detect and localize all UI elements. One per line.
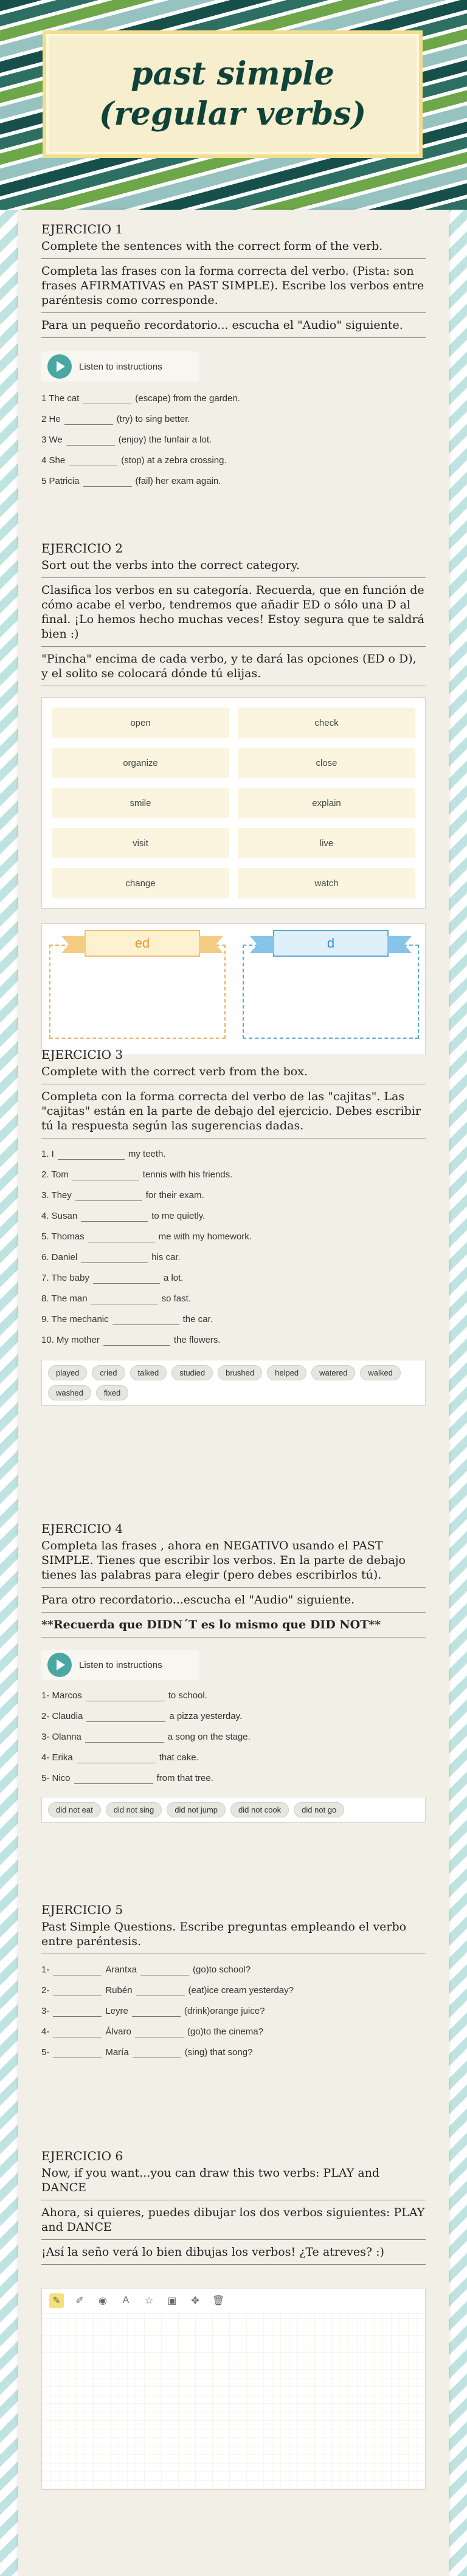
- sentence-subject: Arantxa: [105, 1964, 137, 1975]
- header-banner: [0, 0, 467, 210]
- sentence-row: [41, 1185, 426, 1205]
- sentence-row: [41, 1959, 426, 1980]
- sentence-start: 3. They: [41, 1190, 72, 1200]
- sentence-row: [41, 1205, 426, 1226]
- play-icon[interactable]: [47, 354, 72, 379]
- word-chip: talked: [130, 1365, 167, 1380]
- category-drop-area: [41, 923, 426, 1055]
- sentence-row: [41, 1768, 426, 1788]
- sentence-end: a song on the stage.: [167, 1731, 251, 1742]
- exercise-title: EJERCICIO 1: [41, 222, 123, 236]
- sentence-start: 4 She: [41, 455, 66, 466]
- instruction-en: Complete the sentences with the correct form of the verb.: [41, 239, 383, 253]
- color-wheel-icon[interactable]: ◉: [99, 2296, 107, 2306]
- exercise-1: [41, 222, 426, 491]
- answer-blank[interactable]: [58, 1148, 125, 1160]
- sentence-row: [41, 1226, 426, 1247]
- audio-player[interactable]: [41, 1650, 199, 1680]
- divider: [41, 1637, 426, 1638]
- sentence-start: 4-: [41, 2026, 50, 2037]
- answer-blank[interactable]: [86, 1710, 165, 1722]
- answer-blank[interactable]: [53, 1985, 102, 1996]
- instruction-es: Clasifica los verbos en su categoría. Recuerda, que en función de cómo acabe el verbo, tendremos que añadir ED o sólo una D al final. ¡Lo hemos hecho muchas veces! Estoy segura que te saldrá bien :): [41, 584, 424, 641]
- drop-zone-ed[interactable]: [49, 945, 226, 1039]
- exercise-2: [41, 541, 426, 1055]
- sentence-start: 2-: [41, 1985, 50, 1996]
- title-card: [43, 30, 423, 158]
- verb-card-close[interactable]: close: [238, 748, 415, 778]
- word-chip: walked: [360, 1365, 400, 1380]
- answer-blank[interactable]: [132, 2005, 181, 2017]
- move-icon[interactable]: ✥: [191, 2296, 199, 2306]
- instruction-en: Complete with the correct verb from the box.: [41, 1065, 308, 1078]
- sentence-start: 10. My mother: [41, 1334, 100, 1345]
- sentence-row: [41, 1685, 426, 1706]
- divider: [41, 258, 426, 259]
- answer-blank[interactable]: [81, 1210, 148, 1222]
- sentence-end: me with my homework.: [158, 1231, 252, 1242]
- answer-blank[interactable]: [53, 2026, 102, 2037]
- sentence-start: 9. The mechanic: [41, 1314, 109, 1324]
- verb-sort-grid: [41, 697, 426, 909]
- verb-card-organize[interactable]: organize: [52, 748, 229, 778]
- sentence-row: [41, 1288, 426, 1309]
- word-chip: brushed: [218, 1365, 262, 1380]
- sentence-start: 5. Thomas: [41, 1231, 85, 1242]
- instruction-note: **Recuerda que DIDN´T es lo mismo que DID NOT**: [41, 1618, 381, 1631]
- divider: [41, 1587, 426, 1588]
- answer-blank[interactable]: [93, 1272, 160, 1284]
- sentence-start: 8. The man: [41, 1293, 88, 1304]
- sentence-row: [41, 429, 426, 450]
- exercise-5: [41, 1903, 426, 2062]
- answer-blank[interactable]: [133, 2047, 181, 2058]
- answer-blank[interactable]: [53, 1964, 102, 1975]
- sentence-row: [41, 1267, 426, 1288]
- divider: [41, 337, 426, 338]
- answer-blank[interactable]: [85, 1731, 164, 1743]
- exercise-title: EJERCICIO 3: [41, 1047, 123, 1062]
- sentence-end: the flowers.: [173, 1334, 221, 1345]
- sentence-end: that cake.: [159, 1752, 199, 1763]
- sentence-start: 1- Marcos: [41, 1690, 82, 1701]
- pen-icon[interactable]: ✐: [75, 2296, 84, 2306]
- trash-icon[interactable]: 🗑: [212, 2296, 225, 2306]
- answer-blank[interactable]: [72, 1169, 139, 1180]
- exercise-title: EJERCICIO 4: [41, 1521, 123, 1536]
- answer-blank[interactable]: [112, 1314, 179, 1325]
- instruction-extra: ¡Así la seño verá lo bien dibujas los verbos! ¿Te atreves? :): [41, 2245, 384, 2259]
- sentence-row: [41, 1329, 426, 1350]
- sentence-start: 4- Erika: [41, 1752, 73, 1763]
- instruction-audio: Para otro recordatorio...escucha el "Audio" siguiente.: [41, 1593, 355, 1607]
- page-title: past simple (regular verbs): [99, 55, 367, 133]
- instruction-es: Completa con la forma correcta del verbo de las "cajitas". Las "cajitas" están en la parte de debajo del ejercicio. Debes escribir tú la respuesta según las sugerencias dadas.: [41, 1090, 421, 1132]
- sentence-row: [41, 2021, 426, 2042]
- word-bank: [41, 1360, 426, 1406]
- sentence-end: (stop) at a zebra crossing.: [121, 455, 227, 466]
- exercise-title: EJERCICIO 2: [41, 541, 123, 556]
- sentence-start: 2. Tom: [41, 1169, 69, 1180]
- drawing-board: [41, 2288, 426, 2490]
- word-chip: watered: [311, 1365, 355, 1380]
- word-bank: [41, 1797, 426, 1823]
- word-chip: helped: [267, 1365, 306, 1380]
- instruction-es: Ahora, si quieres, puedes dibujar los dos verbos siguientes: PLAY and DANCE: [41, 2206, 425, 2234]
- sentence-end: so fast.: [161, 1293, 191, 1304]
- sentence-start: 2 He: [41, 413, 61, 424]
- word-chip: did not jump: [167, 1802, 226, 1817]
- play-icon[interactable]: [47, 1653, 72, 1677]
- sentence-end: my teeth.: [128, 1148, 166, 1159]
- word-chip: cried: [92, 1365, 125, 1380]
- sentence-end: (go)to school?: [193, 1964, 251, 1975]
- answer-blank[interactable]: [81, 1252, 148, 1263]
- sentence-subject: María: [105, 2047, 129, 2058]
- image-icon[interactable]: ▣: [167, 2296, 177, 2306]
- instruction-en: Now, if you want...you can draw this two verbs: PLAY and DANCE: [41, 2166, 380, 2194]
- audio-player[interactable]: [41, 351, 199, 382]
- exercise-4: [41, 1521, 426, 1823]
- exercise-3: [41, 1047, 426, 1406]
- audio-label: Listen to instructions: [79, 361, 162, 372]
- worksheet: [18, 210, 449, 2576]
- sentence-end: his car.: [151, 1252, 181, 1262]
- text-icon[interactable]: A: [122, 2295, 130, 2306]
- word-chip: washed: [48, 1385, 91, 1400]
- word-chip: played: [48, 1365, 87, 1380]
- answer-blank[interactable]: [83, 393, 131, 404]
- verb-card-watch[interactable]: watch: [238, 868, 415, 898]
- audio-label: Listen to instructions: [79, 1659, 162, 1670]
- sentence-row: [41, 2000, 426, 2021]
- sentence-start: 1 The cat: [41, 393, 80, 404]
- sentence-row: [41, 408, 426, 429]
- sentence-row: [41, 1164, 426, 1185]
- drop-zone-d[interactable]: [243, 945, 419, 1039]
- answer-blank[interactable]: [86, 1690, 165, 1701]
- divider: [41, 2264, 426, 2265]
- instruction-es: Completa las frases con la forma correcta del verbo. (Pista: son frases AFIRMATIVAS en PAST SIMPLE). Escribe los verbos entre paréntesis como corresponde.: [41, 264, 424, 307]
- word-chip: fixed: [96, 1385, 128, 1400]
- sentence-end: (eat)ice cream yesterday?: [188, 1985, 294, 1996]
- sentence-end: (escape) from the garden.: [135, 393, 240, 404]
- exercise-title: EJERCICIO 5: [41, 1903, 123, 1917]
- answer-blank[interactable]: [103, 1334, 170, 1346]
- sentence-start: 5-: [41, 2047, 50, 2058]
- sentence-end: a lot.: [163, 1272, 184, 1283]
- sentence-end: (go)to the cinema?: [187, 2026, 263, 2037]
- sentence-end: (try) to sing better.: [116, 413, 190, 424]
- sentence-row: [41, 1247, 426, 1267]
- verb-card-change[interactable]: change: [52, 868, 229, 898]
- sentence-end: (sing) that song?: [184, 2047, 253, 2058]
- sentence-start: 5- Nico: [41, 1772, 71, 1783]
- divider: [41, 2239, 426, 2240]
- sentence-subject: Álvaro: [105, 2026, 131, 2037]
- exercise-title: EJERCICIO 6: [41, 2149, 123, 2163]
- sentence-start: 1. I: [41, 1148, 54, 1159]
- instruction-click: "Pincha" encima de cada verbo, y te dará las opciones (ED o D), y el solito se colocará dónde tú elijas.: [41, 652, 417, 680]
- sentence-end: for their exam.: [145, 1190, 204, 1200]
- instruction-en: Sort out the verbs into the correct category.: [41, 559, 300, 572]
- word-chip: did not go: [294, 1802, 344, 1817]
- verb-card-live[interactable]: live: [238, 828, 415, 858]
- divider: [41, 312, 426, 313]
- answer-blank[interactable]: [77, 1752, 156, 1763]
- verb-card-visit[interactable]: visit: [52, 828, 229, 858]
- answer-blank[interactable]: [91, 1293, 158, 1304]
- sentence-row: [41, 450, 426, 470]
- sentence-row: [41, 1980, 426, 2000]
- divider: [41, 646, 426, 647]
- sentence-start: 5 Patricia: [41, 475, 80, 486]
- sentence-row: [41, 1726, 426, 1747]
- sentence-row: [41, 470, 426, 491]
- sentence-start: 3- Olanna: [41, 1731, 81, 1742]
- divider: [41, 577, 426, 578]
- sentence-start: 3-: [41, 2005, 50, 2016]
- sentence-end: a pizza yesterday.: [169, 1710, 243, 1721]
- sentence-start: 1-: [41, 1964, 50, 1975]
- pencil-icon[interactable]: ✎: [49, 2293, 64, 2308]
- answer-blank[interactable]: [69, 455, 117, 466]
- answer-blank[interactable]: [135, 2026, 184, 2037]
- sentence-start: 6. Daniel: [41, 1252, 78, 1262]
- sentence-end: (enjoy) the funfair a lot.: [118, 434, 212, 445]
- sentence-start: 2- Claudia: [41, 1710, 83, 1721]
- verb-card-smile[interactable]: smile: [52, 788, 229, 818]
- sentence-start: 4. Susan: [41, 1210, 78, 1221]
- sentence-start: 7. The baby: [41, 1272, 89, 1283]
- verb-card-check[interactable]: check: [238, 708, 415, 738]
- sentence-end: the car.: [182, 1314, 213, 1324]
- answer-blank[interactable]: [83, 475, 132, 487]
- answer-blank[interactable]: [75, 1190, 142, 1201]
- answer-blank[interactable]: [140, 1964, 189, 1975]
- sentence-end: from that tree.: [156, 1772, 213, 1783]
- answer-blank[interactable]: [66, 434, 115, 446]
- sentence-row: [41, 2042, 426, 2062]
- answer-blank[interactable]: [88, 1231, 155, 1242]
- word-chip: studied: [171, 1365, 213, 1380]
- sentence-row: [41, 1143, 426, 1164]
- word-chip: did not sing: [106, 1802, 162, 1817]
- sentence-end: (fail) her exam again.: [135, 475, 221, 486]
- sentence-subject: Leyre: [105, 2005, 128, 2016]
- category-label-ed: ed: [85, 930, 200, 957]
- drawing-canvas[interactable]: [42, 2313, 425, 2489]
- star-icon[interactable]: ☆: [144, 2296, 154, 2306]
- sentence-end: (drink)orange juice?: [184, 2005, 265, 2016]
- instruction-es: Past Simple Questions. Escribe preguntas empleando el verbo entre paréntesis.: [41, 1920, 407, 1948]
- answer-blank[interactable]: [53, 2005, 102, 2017]
- instruction-es: Completa las frases , ahora en NEGATIVO usando el PAST SIMPLE. Tienes que escribir los verbos. En la parte de debajo tienes las palabras para elegir (pero debes escribirlos tú).: [41, 1539, 406, 1582]
- sentence-subject: Rubén: [105, 1985, 133, 1996]
- exercise-6: [41, 2149, 426, 2490]
- sentence-end: tennis with his friends.: [142, 1169, 233, 1180]
- instruction-audio: Para un pequeño recordatorio... escucha el "Audio" siguiente.: [41, 319, 403, 332]
- sentence-end: to me quietly.: [151, 1210, 206, 1221]
- sentence-start: 3 We: [41, 434, 63, 445]
- answer-blank[interactable]: [136, 1985, 185, 1996]
- answer-blank[interactable]: [74, 1772, 153, 1784]
- sentence-row: [41, 1706, 426, 1726]
- word-chip: did not eat: [48, 1802, 101, 1817]
- category-label-d: d: [273, 930, 389, 957]
- sentence-end: to school.: [168, 1690, 207, 1701]
- sentence-row: [41, 388, 426, 408]
- sentence-row: [41, 1309, 426, 1329]
- verb-card-open[interactable]: open: [52, 708, 229, 738]
- answer-blank[interactable]: [64, 413, 113, 425]
- verb-card-explain[interactable]: explain: [238, 788, 415, 818]
- answer-blank[interactable]: [53, 2047, 102, 2058]
- drawing-toolbar: [42, 2288, 425, 2313]
- divider: [41, 1612, 426, 1613]
- word-chip: did not cook: [230, 1802, 289, 1817]
- sentence-row: [41, 1747, 426, 1768]
